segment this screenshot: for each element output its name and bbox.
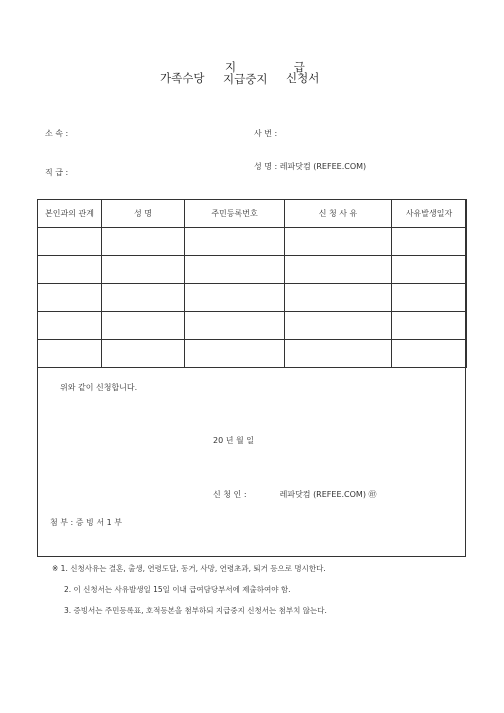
table-cell[interactable]	[392, 228, 467, 256]
table-cell[interactable]	[392, 256, 467, 284]
table-cell[interactable]	[102, 228, 185, 256]
table-cell[interactable]	[185, 256, 285, 284]
table-row	[38, 340, 467, 368]
table-cell[interactable]	[38, 256, 102, 284]
table-row	[38, 228, 467, 256]
table-cell[interactable]	[38, 284, 102, 312]
table-cell[interactable]	[102, 340, 185, 368]
table-cell[interactable]	[38, 340, 102, 368]
family-table	[37, 199, 467, 368]
table-cell[interactable]	[185, 312, 285, 340]
table-header-row	[38, 200, 467, 228]
table-cell[interactable]	[185, 284, 285, 312]
name-value: 레파닷컴 (REFEE.COM)	[279, 162, 367, 171]
statement-text: 위와 같이 신청합니다.	[60, 383, 138, 392]
title-option-pay: 지 급	[225, 60, 332, 74]
table-cell[interactable]	[102, 256, 185, 284]
name-field	[254, 161, 366, 172]
applicant-value: 레파닷컴 (REFEE.COM) ㊞	[279, 490, 377, 499]
attachment-line: 첨 부 : 증 빙 서 1 부	[50, 518, 122, 527]
title-option-stop: 지급중지	[223, 72, 268, 86]
table-cell[interactable]	[38, 228, 102, 256]
table-row	[38, 312, 467, 340]
applicant-label: 신 청 인 :	[213, 490, 247, 499]
date-line: 20 년 월 일	[213, 436, 254, 445]
table-cell[interactable]	[285, 228, 392, 256]
table-cell[interactable]	[392, 312, 467, 340]
note-3: 3. 증빙서는 주민등록표, 호적등본을 첨부하되 지급중지 신청서는 첨부치 않는다.	[64, 606, 327, 615]
table-cell[interactable]	[392, 340, 467, 368]
note-2: 2. 이 신청서는 사유발생일 15일 이내 급여담당부서에 제출하여야 함.	[64, 585, 291, 594]
table-cell[interactable]	[38, 312, 102, 340]
table-cell[interactable]	[285, 312, 392, 340]
col-date: 사유발생일자	[392, 200, 467, 228]
note-1: ※ 1. 신청사유는 결혼, 출생, 연령도달, 동거, 사망, 연령초과, 퇴거 등으로 명시한다.	[52, 564, 326, 573]
table-cell[interactable]	[392, 284, 467, 312]
name-label: 성 명 :	[254, 162, 278, 171]
col-relation: 본인과의 관계	[38, 200, 102, 228]
table-cell[interactable]	[185, 228, 285, 256]
title-prefix: 가족수당	[160, 71, 205, 85]
table-cell[interactable]	[185, 340, 285, 368]
col-name: 성 명	[102, 200, 185, 228]
title-suffix: 신청서	[286, 71, 320, 85]
table-cell[interactable]	[285, 256, 392, 284]
employee-no-field: 사 번 :	[254, 129, 278, 138]
col-resident-no: 주민등록번호	[185, 200, 285, 228]
table-row	[38, 256, 467, 284]
table-row	[38, 284, 467, 312]
affiliation-field: 소 속 :	[45, 129, 69, 138]
table-cell[interactable]	[102, 284, 185, 312]
table-cell[interactable]	[285, 284, 392, 312]
applicant-line	[213, 489, 377, 500]
table-cell[interactable]	[102, 312, 185, 340]
rank-field: 직 급 :	[45, 168, 69, 177]
col-reason: 신 청 사 유	[285, 200, 392, 228]
table-cell[interactable]	[285, 340, 392, 368]
